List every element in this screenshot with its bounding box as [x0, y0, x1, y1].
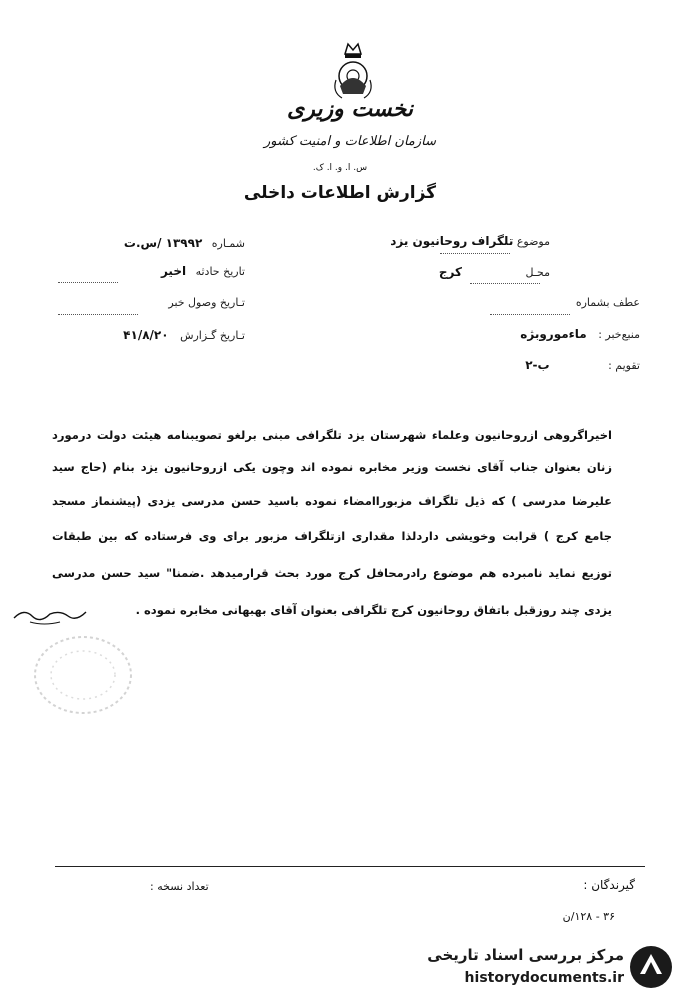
rating-label: تقویم : — [608, 359, 640, 372]
number-value: ۱۳۹۹۲ /س.ت — [123, 236, 203, 250]
watermark-url: historydocuments.ir — [464, 970, 624, 986]
source-field — [520, 327, 640, 341]
body-line: یزدی چند روزقبل باتفاق روحانیون کرج تلگرافی بعنوان آقای بهبهانی مخابره نموده . — [135, 603, 612, 617]
place-field — [439, 265, 550, 279]
number-field — [55, 236, 245, 250]
event-date-field — [55, 264, 245, 278]
event-date-label: تاریخ حادثه — [195, 265, 245, 278]
subject-field — [390, 234, 550, 248]
receipt-date-field — [55, 296, 245, 309]
source-value: ماءموروبژه — [520, 327, 587, 341]
header-title: نخست وزیری — [287, 96, 413, 122]
stamp-icon — [28, 630, 138, 720]
recipients-label: گیرندگان : — [583, 878, 635, 892]
event-date-value: اخیر — [160, 264, 187, 278]
report-date-value: ۴۱/۸/۲۰ — [123, 328, 169, 342]
watermark-title: مرکز بررسی اسناد تاریخی — [427, 946, 624, 964]
body-line: توزیع نماید نامبرده هم موضوع رادرمحافل کرج مورد بحث قرارمیدهد .ضمنا" سید حسن مدرسی — [52, 566, 612, 580]
rating-field — [525, 358, 640, 372]
place-dotted-line — [470, 282, 540, 284]
lion-and-sun-emblem-icon — [330, 40, 376, 102]
copies-label: تعداد نسخه : — [150, 880, 209, 893]
body-line: جامع کرج ) قرابت وخویشی داردلذا مقداری ازتلگراف مزبور برای وی فرستاده که بین طبقات — [52, 529, 612, 543]
header-code: س. ا. و. ا. ک. — [312, 163, 368, 173]
rating-value: ب-۲ — [525, 358, 550, 372]
reference-dotted-line — [490, 313, 570, 315]
archive-logo-icon — [628, 944, 674, 990]
footer-divider — [55, 866, 645, 867]
place-label: محـل — [525, 266, 550, 279]
signature-icon — [10, 600, 90, 630]
subject-value: تلگراف روحانیون یزد — [390, 234, 514, 248]
report-date-field — [40, 328, 245, 342]
place-value: کرج — [438, 265, 462, 279]
receipt-date-label: تـاریخ وصول خبر — [168, 296, 245, 309]
event-date-dotted-line — [58, 281, 118, 283]
source-label: منبع‌خبر : — [598, 328, 640, 341]
reference-label: عطف بشماره — [575, 296, 640, 309]
number-label: شمـاره — [211, 237, 245, 250]
document-code: ۳۶ - ۱۲۸/ن — [562, 910, 615, 923]
report-date-label: تـاریخ گـزارش — [180, 329, 245, 342]
header-organization: سازمان اطلاعات و امنیت کشور — [263, 134, 437, 149]
report-title: گزارش اطلاعات داخلی — [243, 183, 437, 203]
body-line: اخیراگروهی ازروحانیون وعلماء شهرستان یزد تلگرافی مبنی برلغو تصویبنامه هیئت دولت درمورد — [52, 428, 612, 442]
subject-label: موضوع — [516, 235, 550, 248]
receipt-date-dotted-line — [58, 313, 138, 315]
body-line: زنان بعنوان جناب آقای نخست وزیر مخابره نموده اند وچون یکی ازروحانیون یزد بنام (حاج سید — [52, 460, 612, 474]
subject-dotted-line — [440, 252, 510, 254]
reference-field — [576, 296, 640, 309]
body-line: علیرضا مدرسی ) که ذیل تلگراف مزبوراامضاء نموده باسید حسن مدرسی یزدی (پیشنماز مسجد — [52, 494, 612, 508]
